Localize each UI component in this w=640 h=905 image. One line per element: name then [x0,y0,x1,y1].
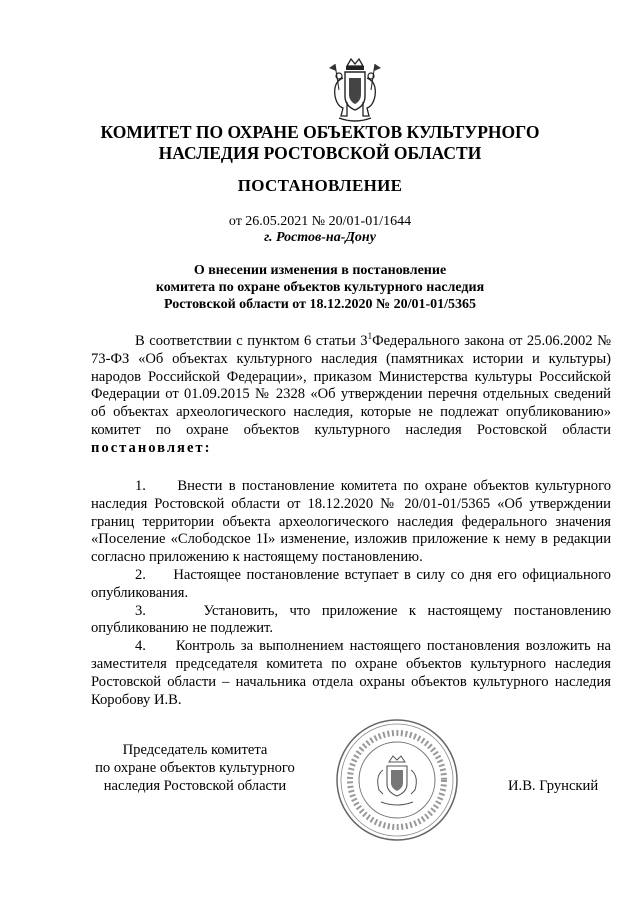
signatory-name: И.В. Грунский [508,778,599,794]
item-text: Настоящее постановление вступает в силу со дня его официального опубликования. [91,566,611,601]
decree-item [91,567,611,603]
coat-of-arms-icon [325,56,385,126]
item-number: 4. [135,638,146,655]
decree-item [91,638,611,709]
organization-name [0,122,640,164]
subject-line3: Ростовской области от 18.12.2020 № 20/01-01/5365 [163,297,477,312]
document-subject [0,262,640,313]
subject-line2: комитета по охране объектов культурного наследия [155,280,485,295]
document-date-number: от 26.05.2021 № 20/01-01/1644 [228,214,412,229]
preamble-text-a: В соответствии с пунктом 6 статьи 3 [135,333,368,349]
organization-name-line1: КОМИТЕТ ПО ОХРАНЕ ОБЪЕКТОВ КУЛЬТУРНОГО [100,122,540,142]
item-text: Установить, что приложение к настоящему постановлению опубликованию не подлежит. [91,602,611,637]
official-seal-icon [335,718,459,842]
item-number: 1. [135,478,146,494]
document-type: ПОСТАНОВЛЕНИЕ [237,176,403,195]
preamble-text-b: Федерального закона от 25.06.2002 № 73-ФЗ «Об объектах культурного наследия (памятниках истории и культуры) народов Российской Федерации», приказом Министерства культуры Российской Федерации от 01.09.2015 № 2328 «Об утверждении перечня отдельных сведений об объектах археологического наследия, которые не подлежат опубликованию» комитет по охране объектов культурного наследия Ростовской области [91,333,611,438]
signatory-title-line2: по охране объектов культурного [95,759,295,776]
organization-name-line2: НАСЛЕДИЯ РОСТОВСКОЙ ОБЛАСТИ [158,143,482,163]
signatory-title-line1: Председатель комитета [122,742,268,758]
decree-item [91,603,611,639]
item-number: 3. [135,602,146,619]
signatory-title [80,742,310,795]
article-superscript: 1 [367,331,373,342]
item-text: Внести в постановление комитета по охране объектов культурного наследия Ростовской области от 18.12.2020 № 20/01-01/5365 «Об утверждении границ территории объекта археологического наследия федерального значения «Поселение «Слободское 1I» изменение, изложив приложение к нему в редакции согласно приложению к настоящему постановлению. [91,478,611,566]
signatory-title-line3: наследия Ростовской области [103,777,287,794]
document-city: г. Ростов-на-Дону [264,230,376,245]
decree-word: постановляет: [91,439,212,456]
decree-items [91,478,611,709]
decree-item [91,478,611,567]
preamble [91,333,611,458]
subject-line1: О внесении изменения в постановление [193,263,447,278]
item-number: 2. [135,566,146,583]
item-text: Контроль за выполнением настоящего постановления возложить на заместителя председателя комитета по охране объектов культурного наследия Ростовской области – начальника отдела охраны объектов культурного наследия Коробову И.В. [91,638,611,708]
preamble-paragraph [91,333,611,458]
